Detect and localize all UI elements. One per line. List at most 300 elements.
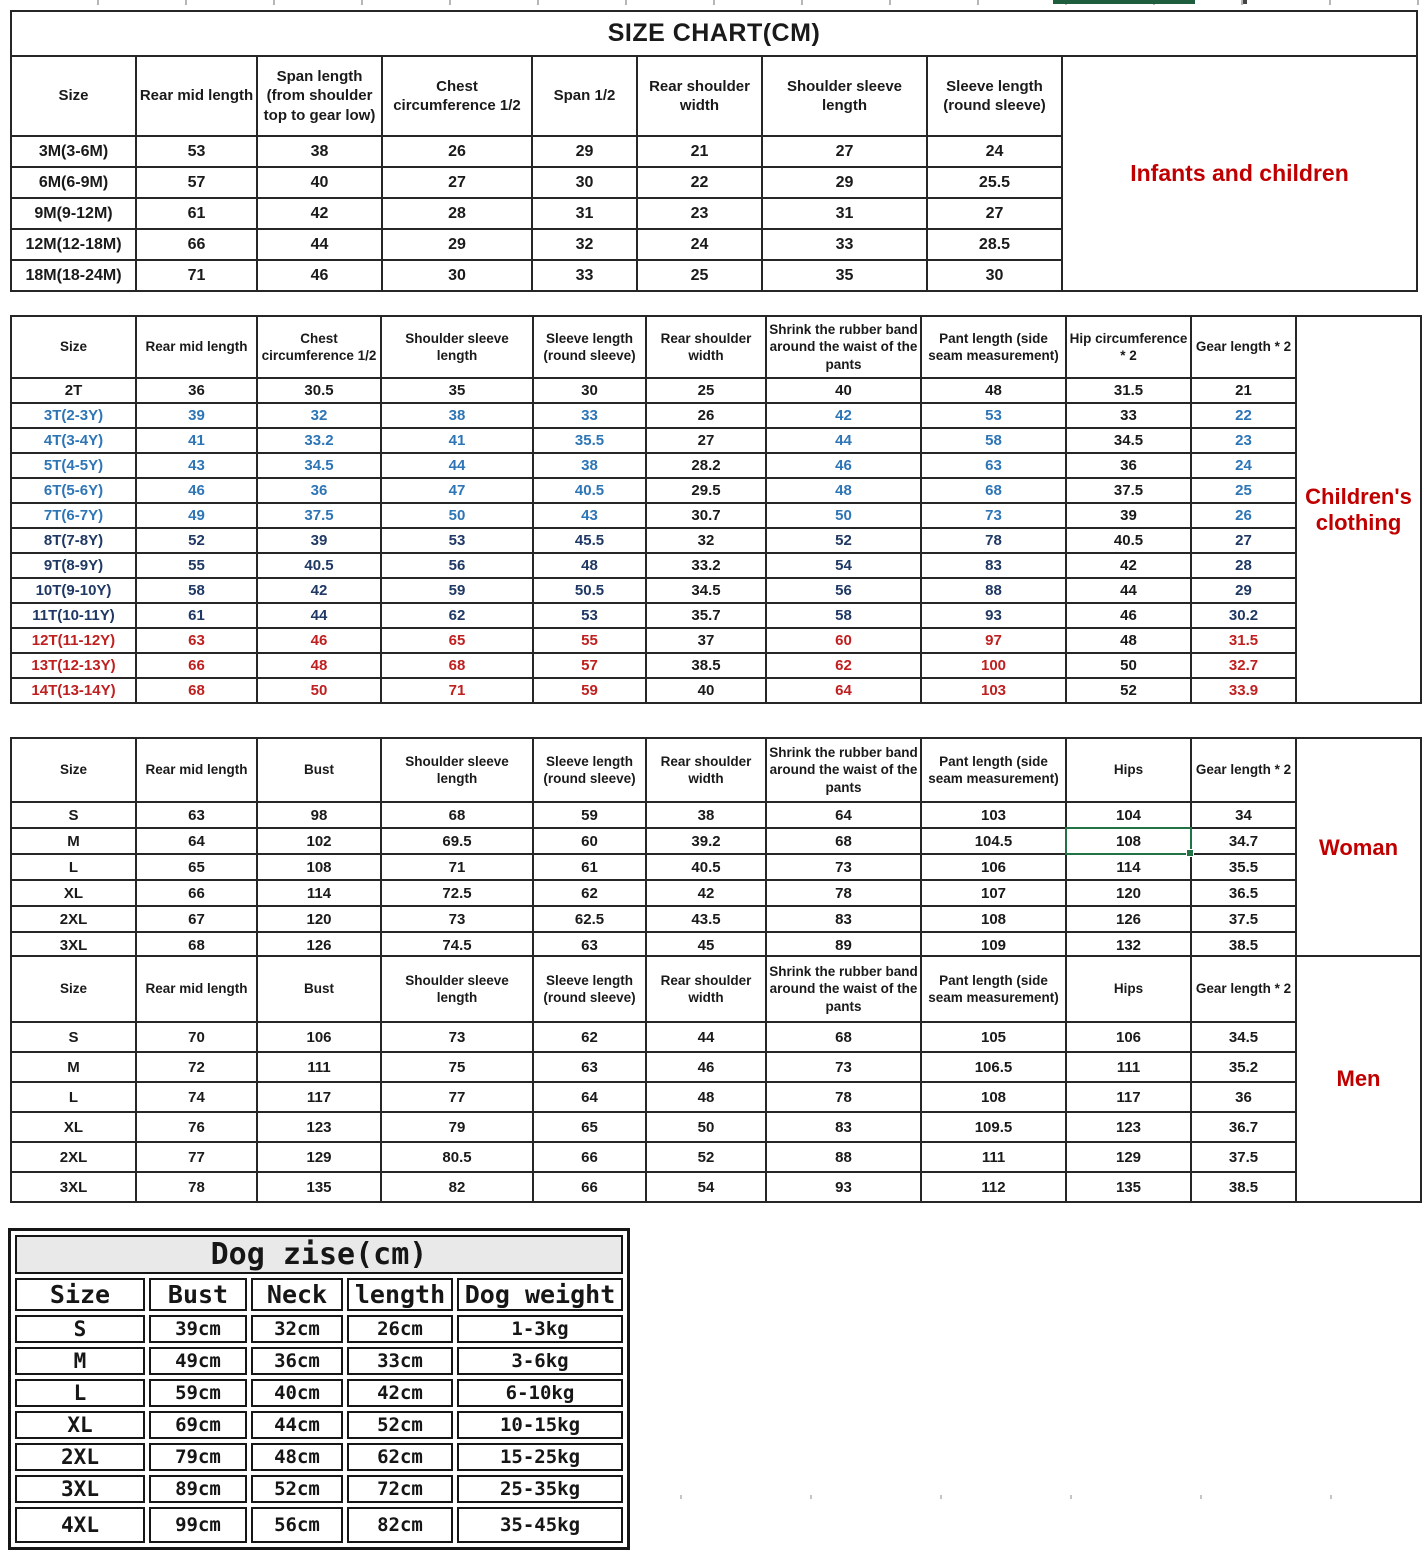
dog-value-cell: 33cm — [347, 1347, 453, 1375]
value-cell: 30.2 — [1191, 603, 1296, 628]
value-cell: 34 — [1191, 802, 1296, 828]
value-cell: 48 — [766, 478, 921, 503]
dog-value-cell: 6-10kg — [457, 1379, 623, 1407]
value-cell: 58 — [921, 428, 1066, 453]
value-cell: 78 — [766, 880, 921, 906]
column-header: Gear length * 2 — [1191, 956, 1296, 1022]
value-cell: 34.5 — [646, 578, 766, 603]
value-cell: 71 — [136, 260, 257, 291]
value-cell: 63 — [533, 932, 646, 958]
value-cell: 105 — [921, 1022, 1066, 1052]
value-cell: 48 — [257, 653, 381, 678]
size-cell: 9T(8-9Y) — [11, 553, 136, 578]
value-cell: 23 — [637, 198, 762, 229]
dog-column-header: Dog weight — [457, 1278, 623, 1311]
size-cell: M — [11, 828, 136, 854]
value-cell: 111 — [1066, 1052, 1191, 1082]
value-cell: 71 — [381, 854, 533, 880]
value-cell: 46 — [646, 1052, 766, 1082]
value-cell: 62 — [766, 653, 921, 678]
column-header: Size — [11, 738, 136, 802]
value-cell: 82 — [381, 1172, 533, 1202]
value-cell: 68 — [921, 478, 1066, 503]
value-cell: 47 — [381, 478, 533, 503]
value-cell: 74 — [136, 1082, 257, 1112]
children-size-table — [10, 315, 1422, 704]
size-cell: S — [11, 1022, 136, 1052]
value-cell: 42 — [257, 198, 382, 229]
value-cell: 45.5 — [533, 528, 646, 553]
dog-value-cell: 69cm — [149, 1411, 247, 1439]
value-cell: 120 — [257, 906, 381, 932]
value-cell: 112 — [921, 1172, 1066, 1202]
value-cell: 126 — [1066, 906, 1191, 932]
value-cell: 42 — [1066, 553, 1191, 578]
dog-value-cell: 3-6kg — [457, 1347, 623, 1375]
value-cell: 36.5 — [1191, 880, 1296, 906]
value-cell: 33.9 — [1191, 678, 1296, 703]
value-cell: 39 — [136, 403, 257, 428]
value-cell: 135 — [257, 1172, 381, 1202]
value-cell: 33 — [1066, 403, 1191, 428]
dog-value-cell: 72cm — [347, 1475, 453, 1503]
value-cell: 29 — [762, 167, 927, 198]
value-cell: 56 — [381, 553, 533, 578]
value-cell: 44 — [381, 453, 533, 478]
value-cell: 48 — [1066, 628, 1191, 653]
value-cell: 58 — [766, 603, 921, 628]
size-cell: 6T(5-6Y) — [11, 478, 136, 503]
value-cell: 109 — [921, 932, 1066, 958]
group-label-woman: Woman — [1296, 738, 1421, 958]
dog-value-cell: 52cm — [347, 1411, 453, 1439]
value-cell: 46 — [766, 453, 921, 478]
value-cell: 102 — [257, 828, 381, 854]
value-cell: 34.5 — [257, 453, 381, 478]
value-cell: 46 — [257, 260, 382, 291]
value-cell: 106 — [921, 854, 1066, 880]
value-cell: 68 — [766, 828, 921, 854]
value-cell: 25 — [637, 260, 762, 291]
value-cell: 36 — [257, 478, 381, 503]
value-cell: 129 — [257, 1142, 381, 1172]
value-cell: 88 — [921, 578, 1066, 603]
value-cell: 43 — [136, 453, 257, 478]
dog-value-cell: 36cm — [251, 1347, 343, 1375]
value-cell: 30 — [382, 260, 532, 291]
value-cell: 35.5 — [533, 428, 646, 453]
value-cell: 65 — [381, 628, 533, 653]
value-cell: 61 — [533, 854, 646, 880]
value-cell: 73 — [381, 906, 533, 932]
size-cell: 13T(12-13Y) — [11, 653, 136, 678]
value-cell: 38 — [533, 453, 646, 478]
value-cell: 57 — [533, 653, 646, 678]
value-cell: 78 — [921, 528, 1066, 553]
value-cell: 53 — [136, 136, 257, 167]
column-header: Rear shoulder width — [646, 956, 766, 1022]
value-cell: 26 — [646, 403, 766, 428]
value-cell: 48 — [921, 378, 1066, 403]
value-cell: 54 — [766, 553, 921, 578]
value-cell: 36 — [136, 378, 257, 403]
size-cell: 8T(7-8Y) — [11, 528, 136, 553]
value-cell: 52 — [766, 528, 921, 553]
value-cell: 77 — [136, 1142, 257, 1172]
value-cell: 21 — [1191, 378, 1296, 403]
value-cell: 24 — [637, 229, 762, 260]
value-cell: 123 — [1066, 1112, 1191, 1142]
dog-value-cell: 15-25kg — [457, 1443, 623, 1471]
column-header: Hips — [1066, 738, 1191, 802]
value-cell: 65 — [533, 1112, 646, 1142]
dog-size-table — [8, 1228, 630, 1550]
value-cell: 79 — [381, 1112, 533, 1142]
column-header: Rear mid length — [136, 956, 257, 1022]
value-cell: 33 — [762, 229, 927, 260]
dog-value-cell: 59cm — [149, 1379, 247, 1407]
value-cell: 27 — [1191, 528, 1296, 553]
value-cell: 43 — [533, 503, 646, 528]
value-cell: 63 — [136, 802, 257, 828]
value-cell: 28.2 — [646, 453, 766, 478]
column-header: Shoulder sleeve length — [381, 956, 533, 1022]
value-cell: 31 — [532, 198, 637, 229]
value-cell: 53 — [533, 603, 646, 628]
column-header: Sleeve length (round sleeve) — [533, 956, 646, 1022]
column-header: Shrink the rubber band around the waist of the pants — [766, 316, 921, 378]
value-cell: 23 — [1191, 428, 1296, 453]
size-cell: 12M(12-18M) — [11, 229, 136, 260]
value-cell: 108 — [921, 1082, 1066, 1112]
value-cell: 78 — [136, 1172, 257, 1202]
value-cell: 80.5 — [381, 1142, 533, 1172]
column-header: Rear mid length — [136, 316, 257, 378]
value-cell: 50 — [257, 678, 381, 703]
sheet-green-bar — [1053, 0, 1195, 4]
size-cell: L — [11, 1082, 136, 1112]
column-header: Sleeve length (round sleeve) — [533, 316, 646, 378]
value-cell: 62.5 — [533, 906, 646, 932]
value-cell: 52 — [646, 1142, 766, 1172]
value-cell: 64 — [136, 828, 257, 854]
value-cell: 62 — [381, 603, 533, 628]
dog-value-cell: 79cm — [149, 1443, 247, 1471]
dog-value-cell: 89cm — [149, 1475, 247, 1503]
size-cell: 7T(6-7Y) — [11, 503, 136, 528]
column-header: Size — [11, 316, 136, 378]
column-header: Bust — [257, 738, 381, 802]
size-cell: 2XL — [11, 1142, 136, 1172]
value-cell: 46 — [1066, 603, 1191, 628]
column-header: Sleeve length (round sleeve) — [533, 738, 646, 802]
value-cell: 27 — [927, 198, 1062, 229]
value-cell: 29.5 — [646, 478, 766, 503]
value-cell: 27 — [762, 136, 927, 167]
size-cell: L — [11, 854, 136, 880]
column-header: Bust — [257, 956, 381, 1022]
value-cell: 42 — [766, 403, 921, 428]
value-cell: 33 — [532, 260, 637, 291]
size-cell: 3M(3-6M) — [11, 136, 136, 167]
value-cell: 25 — [1191, 478, 1296, 503]
dog-value-cell: 42cm — [347, 1379, 453, 1407]
value-cell: 74.5 — [381, 932, 533, 958]
value-cell: 38.5 — [1191, 932, 1296, 958]
value-cell: 35.2 — [1191, 1052, 1296, 1082]
value-cell: 83 — [766, 1112, 921, 1142]
value-cell: 68 — [136, 678, 257, 703]
value-cell: 35.7 — [646, 603, 766, 628]
dog-value-cell: 62cm — [347, 1443, 453, 1471]
value-cell: 49 — [136, 503, 257, 528]
value-cell: 26 — [1191, 503, 1296, 528]
column-header: Rear shoulder width — [646, 738, 766, 802]
value-cell: 72 — [136, 1052, 257, 1082]
value-cell: 28 — [382, 198, 532, 229]
value-cell: 39 — [1066, 503, 1191, 528]
value-cell: 24 — [927, 136, 1062, 167]
value-cell: 103 — [921, 678, 1066, 703]
value-cell: 69.5 — [381, 828, 533, 854]
value-cell: 117 — [257, 1082, 381, 1112]
value-cell: 117 — [1066, 1082, 1191, 1112]
value-cell: 50 — [1066, 653, 1191, 678]
value-cell: 40.5 — [1066, 528, 1191, 553]
size-cell: 9M(9-12M) — [11, 198, 136, 229]
sheet-grid-dot — [1243, 0, 1247, 4]
dog-value-cell: 40cm — [251, 1379, 343, 1407]
value-cell: 63 — [533, 1052, 646, 1082]
value-cell: 73 — [381, 1022, 533, 1052]
value-cell: 83 — [766, 906, 921, 932]
value-cell: 114 — [1066, 854, 1191, 880]
value-cell: 34.5 — [1066, 428, 1191, 453]
size-cell: 3XL — [11, 932, 136, 958]
value-cell: 66 — [136, 880, 257, 906]
value-cell: 111 — [257, 1052, 381, 1082]
size-cell: XL — [11, 1112, 136, 1142]
value-cell: 123 — [257, 1112, 381, 1142]
column-header: Shoulder sleeve length — [381, 316, 533, 378]
size-cell: 18M(18-24M) — [11, 260, 136, 291]
column-header: Pant length (side seam measurement) — [921, 738, 1066, 802]
value-cell: 72.5 — [381, 880, 533, 906]
value-cell: 58 — [136, 578, 257, 603]
value-cell: 31.5 — [1066, 378, 1191, 403]
value-cell: 73 — [766, 1052, 921, 1082]
value-cell: 106.5 — [921, 1052, 1066, 1082]
size-cell: 11T(10-11Y) — [11, 603, 136, 628]
value-cell: 68 — [766, 1022, 921, 1052]
size-cell: 3T(2-3Y) — [11, 403, 136, 428]
column-header: Gear length * 2 — [1191, 738, 1296, 802]
column-header: Rear shoulder width — [646, 316, 766, 378]
column-header: Chest circumference 1/2 — [257, 316, 381, 378]
dog-value-cell: 82cm — [347, 1507, 453, 1543]
size-cell: 4T(3-4Y) — [11, 428, 136, 453]
value-cell: 50 — [381, 503, 533, 528]
value-cell: 50.5 — [533, 578, 646, 603]
value-cell: 27 — [382, 167, 532, 198]
dog-size-cell: L — [15, 1379, 145, 1407]
dog-value-cell: 1-3kg — [457, 1315, 623, 1343]
value-cell: 26 — [382, 136, 532, 167]
group-label-children: Children's clothing — [1296, 316, 1421, 703]
value-cell: 64 — [766, 802, 921, 828]
value-cell: 33.2 — [646, 553, 766, 578]
value-cell: 44 — [257, 229, 382, 260]
size-cell: M — [11, 1052, 136, 1082]
size-cell: 3XL — [11, 1172, 136, 1202]
column-header: Rear mid length — [136, 738, 257, 802]
value-cell: 100 — [921, 653, 1066, 678]
value-cell: 38.5 — [1191, 1172, 1296, 1202]
value-cell: 120 — [1066, 880, 1191, 906]
value-cell: 30 — [532, 167, 637, 198]
value-cell: 25 — [646, 378, 766, 403]
dog-value-cell: 35-45kg — [457, 1507, 623, 1543]
value-cell: 32.7 — [1191, 653, 1296, 678]
column-header: Chest circumference 1/2 — [382, 56, 532, 136]
dog-value-cell: 49cm — [149, 1347, 247, 1375]
value-cell: 40 — [257, 167, 382, 198]
group-label-infants: Infants and children — [1062, 56, 1417, 291]
size-cell: S — [11, 802, 136, 828]
value-cell: 44 — [766, 428, 921, 453]
value-cell: 71 — [381, 678, 533, 703]
value-cell: 98 — [257, 802, 381, 828]
value-cell: 37.5 — [1191, 906, 1296, 932]
value-cell: 38 — [257, 136, 382, 167]
value-cell: 22 — [637, 167, 762, 198]
column-header: Size — [11, 56, 136, 136]
dog-size-cell: M — [15, 1347, 145, 1375]
value-cell: 41 — [136, 428, 257, 453]
value-cell: 106 — [1066, 1022, 1191, 1052]
value-cell: 24 — [1191, 453, 1296, 478]
value-cell: 65 — [136, 854, 257, 880]
column-header: Span length (from shoulder top to gear low) — [257, 56, 382, 136]
value-cell: 40.5 — [646, 854, 766, 880]
column-header: Shrink the rubber band around the waist of the pants — [766, 956, 921, 1022]
value-cell: 35.5 — [1191, 854, 1296, 880]
size-cell: 6M(6-9M) — [11, 167, 136, 198]
column-header: Shrink the rubber band around the waist of the pants — [766, 738, 921, 802]
value-cell: 40.5 — [257, 553, 381, 578]
value-cell: 88 — [766, 1142, 921, 1172]
value-cell: 66 — [533, 1142, 646, 1172]
value-cell: 44 — [646, 1022, 766, 1052]
dog-size-cell: 3XL — [15, 1475, 145, 1503]
dog-column-header: Size — [15, 1278, 145, 1311]
value-cell: 93 — [921, 603, 1066, 628]
value-cell: 64 — [533, 1082, 646, 1112]
column-header: Span 1/2 — [532, 56, 637, 136]
dog-value-cell: 26cm — [347, 1315, 453, 1343]
value-cell: 32 — [646, 528, 766, 553]
value-cell: 40 — [646, 678, 766, 703]
column-header: Hip circumference * 2 — [1066, 316, 1191, 378]
value-cell: 34.5 — [1191, 1022, 1296, 1052]
value-cell: 37 — [646, 628, 766, 653]
column-header: Shoulder sleeve length — [381, 738, 533, 802]
size-cell: XL — [11, 880, 136, 906]
value-cell: 25.5 — [927, 167, 1062, 198]
value-cell: 39 — [257, 528, 381, 553]
value-cell: 111 — [921, 1142, 1066, 1172]
value-cell: 57 — [136, 167, 257, 198]
dog-column-header: Bust — [149, 1278, 247, 1311]
value-cell: 83 — [921, 553, 1066, 578]
value-cell: 75 — [381, 1052, 533, 1082]
value-cell: 62 — [533, 880, 646, 906]
value-cell: 29 — [382, 229, 532, 260]
value-cell: 35 — [762, 260, 927, 291]
value-cell: 53 — [921, 403, 1066, 428]
size-cell: 14T(13-14Y) — [11, 678, 136, 703]
value-cell: 56 — [766, 578, 921, 603]
value-cell: 53 — [381, 528, 533, 553]
value-cell: 45 — [646, 932, 766, 958]
column-header: Gear length * 2 — [1191, 316, 1296, 378]
column-header: Rear mid length — [136, 56, 257, 136]
value-cell: 21 — [637, 136, 762, 167]
dog-value-cell: 44cm — [251, 1411, 343, 1439]
value-cell: 64 — [766, 678, 921, 703]
value-cell: 41 — [381, 428, 533, 453]
value-cell: 104 — [1066, 802, 1191, 828]
value-cell: 97 — [921, 628, 1066, 653]
men-size-table — [10, 955, 1422, 1203]
group-label-men: Men — [1296, 956, 1421, 1202]
dog-size-cell: 4XL — [15, 1507, 145, 1543]
size-cell: 5T(4-5Y) — [11, 453, 136, 478]
value-cell: 36.7 — [1191, 1112, 1296, 1142]
dog-value-cell: 48cm — [251, 1443, 343, 1471]
column-header: Pant length (side seam measurement) — [921, 316, 1066, 378]
value-cell: 32 — [257, 403, 381, 428]
value-cell: 50 — [646, 1112, 766, 1142]
dog-value-cell: 99cm — [149, 1507, 247, 1543]
column-header: Pant length (side seam measurement) — [921, 956, 1066, 1022]
dog-value-cell: 32cm — [251, 1315, 343, 1343]
selected-cell-outline — [1065, 827, 1192, 855]
column-header: Rear shoulder width — [637, 56, 762, 136]
value-cell: 38 — [646, 802, 766, 828]
value-cell: 108 — [257, 854, 381, 880]
value-cell: 22 — [1191, 403, 1296, 428]
value-cell: 36 — [1066, 453, 1191, 478]
value-cell: 52 — [136, 528, 257, 553]
value-cell: 28 — [1191, 553, 1296, 578]
value-cell: 63 — [921, 453, 1066, 478]
value-cell: 44 — [1066, 578, 1191, 603]
value-cell: 38 — [381, 403, 533, 428]
value-cell: 42 — [257, 578, 381, 603]
value-cell: 38.5 — [646, 653, 766, 678]
woman-size-table — [10, 737, 1422, 959]
value-cell: 50 — [766, 503, 921, 528]
value-cell: 31 — [762, 198, 927, 229]
dog-value-cell: 56cm — [251, 1507, 343, 1543]
value-cell: 59 — [381, 578, 533, 603]
dog-chart-title: Dog zise(cm) — [15, 1235, 623, 1274]
value-cell: 70 — [136, 1022, 257, 1052]
value-cell: 30 — [533, 378, 646, 403]
value-cell: 37.5 — [1191, 1142, 1296, 1172]
value-cell: 73 — [921, 503, 1066, 528]
